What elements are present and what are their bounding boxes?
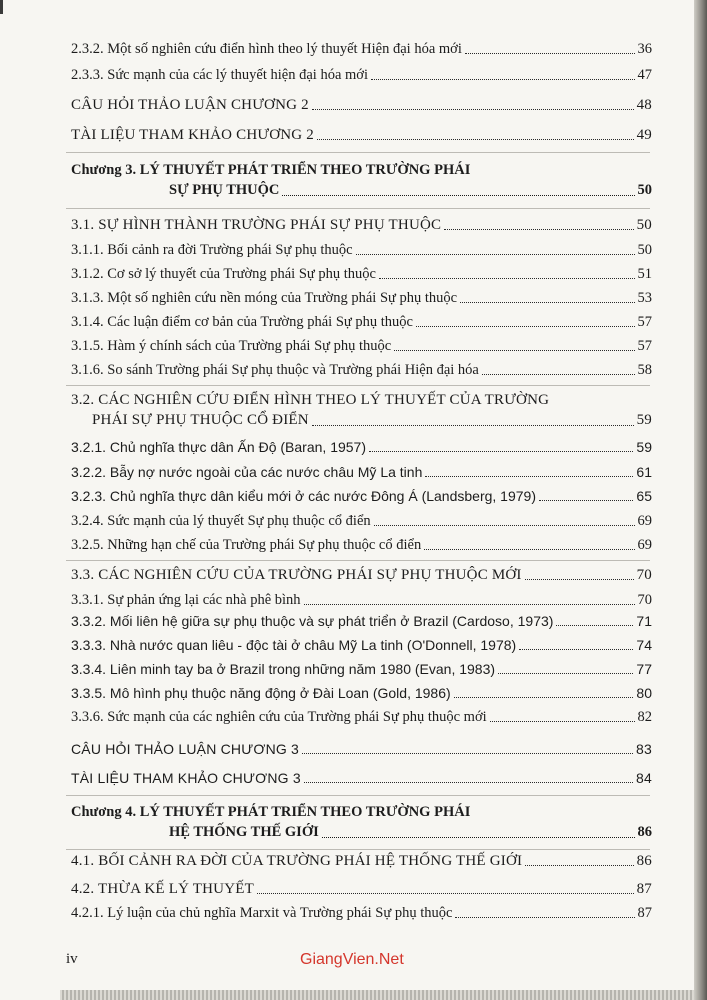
section-divider: [66, 849, 650, 850]
toc-entry-3-2-3[interactable]: 3.2.3. Chủ nghĩa thực dân kiểu mới ở các nước Đông Á (Landsberg, 1979) 65: [71, 488, 652, 504]
toc-entry-3-3-5[interactable]: 3.3.5. Mô hình phụ thuộc năng động ở Đài Loan (Gold, 1986) 80: [71, 685, 652, 701]
toc-entry-3-1-1[interactable]: 3.1.1. Bối cảnh ra đời Trường phái Sự phụ thuộc 50: [71, 242, 652, 258]
section-divider: [66, 795, 650, 796]
toc-entry-3-3-2[interactable]: 3.3.2. Mối liên hệ giữa sự phụ thuộc và sự phát triển ở Brazil (Cardoso, 1973) 71: [71, 613, 652, 629]
toc-entry-3-2-1[interactable]: 3.2.1. Chủ nghĩa thực dân Ấn Độ (Baran, 1957) 59: [71, 439, 652, 455]
toc-entry-3-1-6[interactable]: 3.1.6. So sánh Trường phái Sự phụ thuộc và Trường phái Hiện đại hóa 58: [71, 362, 652, 378]
toc-entry-questions-ch2[interactable]: CÂU HỎI THẢO LUẬN CHƯƠNG 2 48: [71, 97, 652, 113]
book-spine: [694, 0, 707, 1000]
watermark: GiangVien.Net: [300, 951, 404, 968]
toc-entry-3-1-5[interactable]: 3.1.5. Hàm ý chính sách của Trường phái Sự phụ thuộc 57: [71, 338, 652, 354]
toc-entry-questions-ch3[interactable]: CÂU HỎI THẢO LUẬN CHƯƠNG 3 83: [71, 741, 652, 757]
toc-entry-3-2-2[interactable]: 3.2.2. Bẫy nợ nước ngoài của các nước châu Mỹ La tinh 61: [71, 464, 652, 480]
toc-entry-3-3-4[interactable]: 3.3.4. Liên minh tay ba ở Brazil trong những năm 1980 (Evan, 1983) 77: [71, 661, 652, 677]
toc-entry-3-3-1[interactable]: 3.3.1. Sự phản ứng lại các nhà phê bình 70: [71, 592, 652, 608]
toc-entry-references-ch3[interactable]: TÀI LIỆU THAM KHẢO CHƯƠNG 3 84: [71, 770, 652, 786]
toc-entry-references-ch2[interactable]: TÀI LIỆU THAM KHẢO CHƯƠNG 2 49: [71, 127, 652, 143]
toc-chapter-3[interactable]: Chương 3. LÝ THUYẾT PHÁT TRIỂN THEO TRƯỜNG PHÁI SỰ PHỤ THUỘC 50: [71, 162, 652, 198]
toc-entry-3-2-5[interactable]: 3.2.5. Những hạn chế của Trường phái Sự phụ thuộc cổ điển 69: [71, 537, 652, 553]
toc-entry-4-2[interactable]: 4.2. THỪA KẾ LÝ THUYẾT 87: [71, 881, 652, 897]
section-divider: [66, 560, 650, 561]
page-number: iv: [66, 951, 78, 967]
toc-entry-3-1-3[interactable]: 3.1.3. Một số nghiên cứu nền móng của Trường phái Sự phụ thuộc 53: [71, 290, 652, 306]
toc-entry-4-2-1[interactable]: 4.2.1. Lý luận của chủ nghĩa Marxit và Trường phái Sự phụ thuộc 87: [71, 905, 652, 921]
toc-entry-3-1-4[interactable]: 3.1.4. Các luận điểm cơ bản của Trường phái Sự phụ thuộc 57: [71, 314, 652, 330]
toc-entry-2-3-2[interactable]: 2.3.2. Một số nghiên cứu điển hình theo lý thuyết Hiện đại hóa mới 36: [71, 41, 652, 57]
toc-chapter-4[interactable]: Chương 4. LÝ THUYẾT PHÁT TRIỂN THEO TRƯỜNG PHÁI HỆ THỐNG THẾ GIỚI 86: [71, 804, 652, 840]
toc-entry-3-3-3[interactable]: 3.3.3. Nhà nước quan liêu - độc tài ở châu Mỹ La tinh (O'Donnell, 1978) 74: [71, 637, 652, 653]
toc-entry-3-2-4[interactable]: 3.2.4. Sức mạnh của lý thuyết Sự phụ thuộc cổ điển 69: [71, 513, 652, 529]
toc-entry-4-1[interactable]: 4.1. BỐI CẢNH RA ĐỜI CỦA TRƯỜNG PHÁI HỆ THỐNG THẾ GIỚI 86: [71, 853, 652, 869]
toc-entry-2-3-3[interactable]: 2.3.3. Sức mạnh của các lý thuyết hiện đại hóa mới 47: [71, 67, 652, 83]
toc-entry-3-2[interactable]: 3.2. CÁC NGHIÊN CỨU ĐIỂN HÌNH THEO LÝ THUYẾT CỦA TRƯỜNG PHÁI SỰ PHỤ THUỘC CỔ ĐIỂN 59: [71, 392, 652, 428]
section-divider: [66, 385, 650, 386]
toc-entry-3-1[interactable]: 3.1. SỰ HÌNH THÀNH TRƯỜNG PHÁI SỰ PHỤ THUỘC 50: [71, 217, 652, 233]
section-divider: [66, 152, 650, 153]
toc-entry-3-1-2[interactable]: 3.1.2. Cơ sở lý thuyết của Trường phái Sự phụ thuộc 51: [71, 266, 652, 282]
section-divider: [66, 208, 650, 209]
toc-entry-3-3-6[interactable]: 3.3.6. Sức mạnh của các nghiên cứu của Trường phái Sự phụ thuộc mới 82: [71, 709, 652, 725]
toc-entry-3-3[interactable]: 3.3. CÁC NGHIÊN CỨU CỦA TRƯỜNG PHÁI SỰ PHỤ THUỘC MỚI 70: [71, 567, 652, 583]
